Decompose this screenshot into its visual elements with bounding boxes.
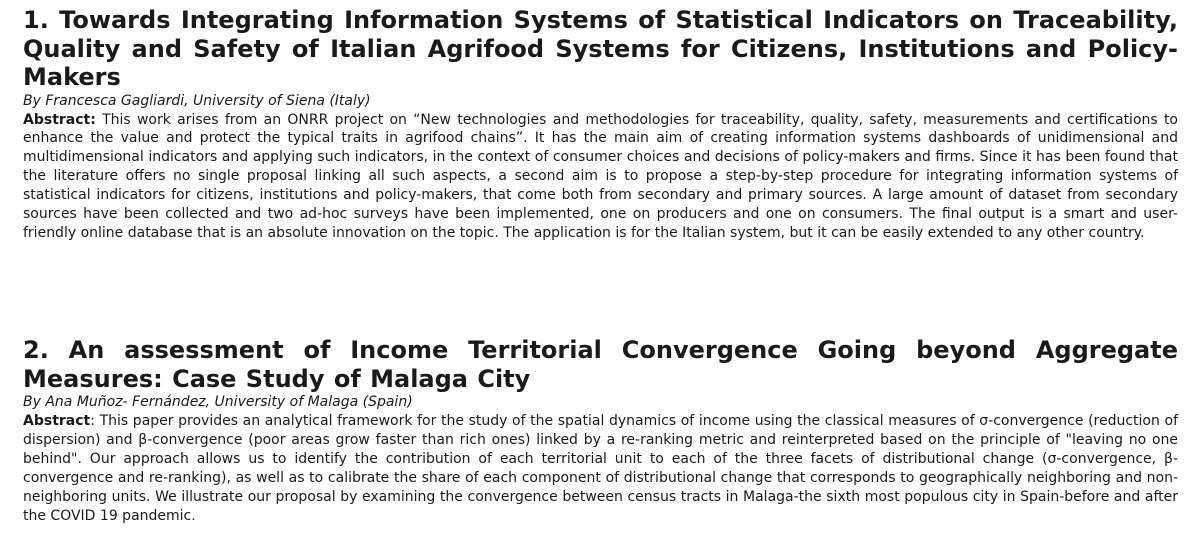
article-byline: By Ana Muñoz- Fernández, University of Malaga (Spain) xyxy=(23,394,413,410)
article-abstract xyxy=(23,111,1178,243)
article-byline: By Francesca Gagliardi, University of Siena (Italy) xyxy=(23,92,371,109)
abstract-label: Abstract xyxy=(23,413,91,429)
abstract-text: This work arises from an ONRR project on “New technologies and methodologies for traceability, quality, safety, measurements and certifications to enhance the value and protect the typical traits in agrifood chains”. It has the main aim of creating information systems dashboards of unidimensional and multidimensional indicators and applying such indicators, in the context of consumer choices and decisions of policy-makers and firms. Since it has been found that the literature offers no single proposal linking all such aspects, a second aim is to propose a step-by-step procedure for integrating information systems of statistical indicators for citizens, institutions and policy-makers, that come both from secondary and primary sources. A large amount of dataset from secondary sources have been collected and two ad-hoc surveys have been implemented, one on producers and one on consumers. The final output is a smart and user-friendly online database that is an absolute innovation on the topic. The application is for the Italian system, but it can be easily extended to any other country. xyxy=(23,111,1178,241)
abstract-label: Abstract: xyxy=(23,111,96,128)
article-abstract xyxy=(23,412,1178,525)
article-title: 2. An assessment of Income Territorial Convergence Going beyond Aggregate Measures: Case Study of Malaga City xyxy=(23,336,1178,393)
article-1 xyxy=(23,6,1178,243)
abstract-text: : This paper provides an analytical framework for the study of the spatial dynamics of income using the classical measures of σ-convergence (reduction of dispersion) and β-convergence (poor areas grow faster than rich ones) linked by a re-ranking metric and reinterpreted based on the principle of "leaving no one behind". Our approach allows us to identify the contribution of each territorial unit to each of the three facets of distributional change (σ-convergence, β-convergence and re-ranking), as well as to calibrate the share of each component of distributional change that corresponds to geographically neighboring and non-neighboring units. We illustrate our proposal by examining the convergence between census tracts in Malaga-the sixth most populous city in Spain-before and after the COVID 19 pandemic. xyxy=(23,413,1178,524)
article-2 xyxy=(23,336,1178,525)
article-title: 1. Towards Integrating Information Systems of Statistical Indicators on Traceability, Quality and Safety of Italian Agrifood Systems for Citizens, Institutions and Policy-Makers xyxy=(23,6,1178,91)
